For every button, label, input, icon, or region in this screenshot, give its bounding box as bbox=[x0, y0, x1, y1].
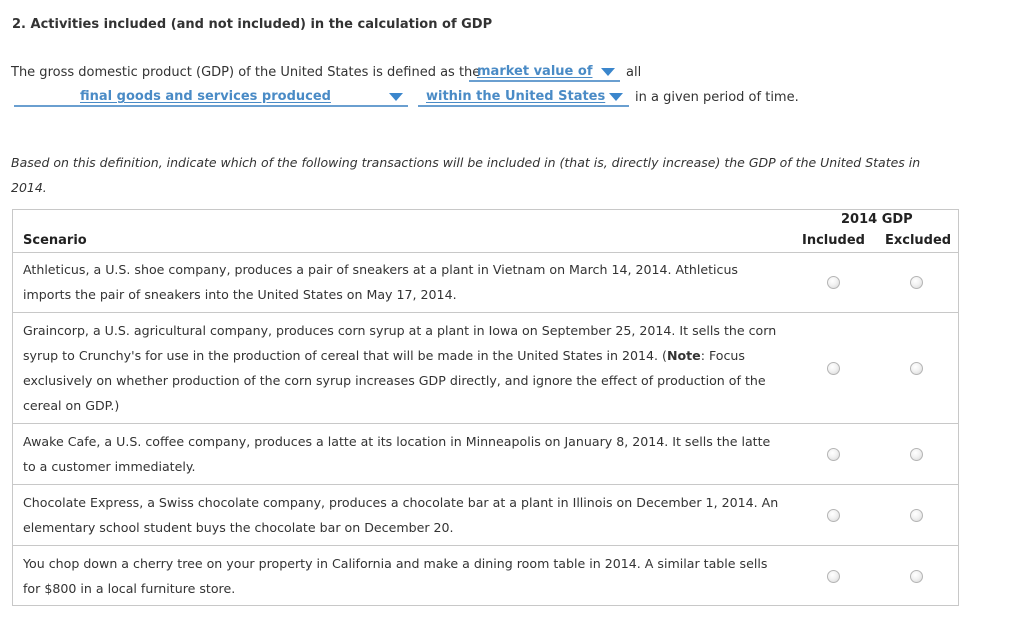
scenario-line bbox=[23, 343, 793, 368]
dropdown-within-us-label: within the United States bbox=[426, 89, 606, 104]
note-label: Note bbox=[666, 348, 701, 363]
scenario-line: imports the pair of sneakers into the United States on May 17, 2014. bbox=[23, 287, 457, 302]
excluded-radio[interactable] bbox=[910, 276, 923, 289]
instruction-line-1: Based on this definition, indicate which of the following transactions will be included in (that is, directly increase) the GDP of the United States in bbox=[11, 155, 921, 170]
dropdown-market-value[interactable] bbox=[469, 62, 620, 82]
scenario-text bbox=[23, 551, 793, 601]
scenario-header: Scenario bbox=[23, 233, 87, 248]
definition-suffix: in a given period of time. bbox=[635, 90, 799, 105]
included-radio[interactable] bbox=[827, 362, 840, 375]
page-title: 2. Activities included (and not included) in the calculation of GDP bbox=[12, 17, 493, 32]
dropdown-within-us[interactable] bbox=[418, 87, 629, 107]
excluded-radio[interactable] bbox=[910, 362, 923, 375]
included-radio[interactable] bbox=[827, 276, 840, 289]
excluded-header: Excluded bbox=[885, 233, 952, 248]
scenario-table bbox=[12, 209, 959, 606]
dropdown-final-goods[interactable] bbox=[14, 87, 408, 107]
chevron-down-icon bbox=[389, 93, 403, 101]
gdp-group-header: 2014 GDP bbox=[841, 212, 913, 227]
instruction-line-2: 2014. bbox=[11, 180, 47, 195]
scenario-text bbox=[23, 257, 793, 307]
scenario-line: exclusively on whether production of the corn syrup increases GDP directly, and ignore the effect of production of the bbox=[23, 373, 766, 388]
scenario-text bbox=[23, 490, 793, 540]
scenario-line: cereal on GDP.) bbox=[23, 398, 120, 413]
note-rest: : Focus bbox=[700, 348, 745, 363]
chevron-down-icon bbox=[601, 68, 615, 76]
excluded-radio[interactable] bbox=[910, 509, 923, 522]
scenario-line: Graincorp, a U.S. agricultural company, produces corn syrup at a plant in Iowa on September 25, 2014. It sells the corn bbox=[23, 323, 777, 338]
definition-prefix: The gross domestic product (GDP) of the United States is defined as the bbox=[11, 65, 481, 80]
chevron-down-icon bbox=[609, 93, 623, 101]
table-row bbox=[13, 424, 958, 485]
instruction-text bbox=[11, 150, 941, 200]
dropdown-market-value-label: market value of bbox=[477, 64, 593, 79]
table-row bbox=[13, 546, 958, 605]
table-row bbox=[13, 485, 958, 546]
scenario-text bbox=[23, 429, 793, 479]
included-radio[interactable] bbox=[827, 570, 840, 583]
scenario-line: Athleticus, a U.S. shoe company, produces a pair of sneakers at a plant in Vietnam on March 14, 2014. Athleticus bbox=[23, 262, 738, 277]
scenario-line: You chop down a cherry tree on your property in California and make a dining room table in 2014. A similar table sells bbox=[23, 556, 768, 571]
scenario-line: Awake Cafe, a U.S. coffee company, produces a latte at its location in Minneapolis on January 8, 2014. It sells the latte bbox=[23, 434, 771, 449]
scenario-line: elementary school student buys the chocolate bar on December 20. bbox=[23, 520, 454, 535]
included-header: Included bbox=[802, 233, 865, 248]
excluded-radio[interactable] bbox=[910, 570, 923, 583]
table-row bbox=[13, 313, 958, 424]
definition-word-all: all bbox=[626, 65, 642, 80]
scenario-line-start: syrup to Crunchy's for use in the production of cereal that will be made in the United States in 2014. ( bbox=[23, 348, 667, 363]
included-radio[interactable] bbox=[827, 509, 840, 522]
scenario-text bbox=[23, 318, 793, 418]
scenario-line: Chocolate Express, a Swiss chocolate company, produces a chocolate bar at a plant in Illinois on December 1, 2014. An bbox=[23, 495, 779, 510]
included-radio[interactable] bbox=[827, 448, 840, 461]
table-header bbox=[13, 210, 958, 253]
excluded-radio[interactable] bbox=[910, 448, 923, 461]
dropdown-final-goods-label: final goods and services produced bbox=[80, 89, 331, 104]
scenario-line: for $800 in a local furniture store. bbox=[23, 581, 236, 596]
table-row bbox=[13, 252, 958, 313]
scenario-line: to a customer immediately. bbox=[23, 459, 196, 474]
